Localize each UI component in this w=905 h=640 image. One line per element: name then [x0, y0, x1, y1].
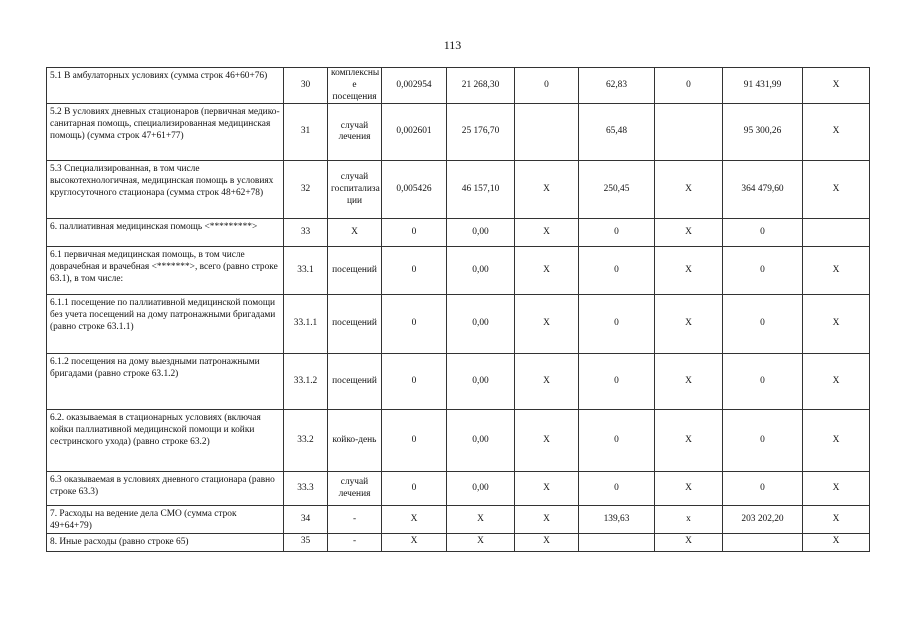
unit-cell: -	[328, 506, 382, 534]
cost-norm-cell: 21 268,30	[447, 68, 515, 104]
share-cell	[803, 219, 870, 247]
share-cell: X	[803, 410, 870, 472]
row-code-cell: 32	[284, 161, 328, 219]
unit-cell: случай лечения	[328, 472, 382, 506]
table-row	[47, 104, 870, 161]
budget-total-cell: X	[655, 161, 723, 219]
table-row	[47, 68, 870, 104]
oms-total-cell	[723, 533, 803, 551]
table-row	[47, 295, 870, 354]
unit-cell: посещений	[328, 354, 382, 410]
share-cell: X	[803, 506, 870, 534]
budget-total-cell: 0	[655, 68, 723, 104]
oms-per-capita-cell: 0	[579, 354, 655, 410]
row-code-cell: 33.3	[284, 472, 328, 506]
budget-per-capita-cell: 0	[515, 68, 579, 104]
cost-norm-cell: X	[447, 506, 515, 534]
oms-per-capita-cell: 250,45	[579, 161, 655, 219]
row-code-cell: 33	[284, 219, 328, 247]
budget-per-capita-cell: X	[515, 410, 579, 472]
oms-total-cell: 0	[723, 410, 803, 472]
table-row	[47, 219, 870, 247]
budget-per-capita-cell	[515, 104, 579, 161]
row-name-cell: 7. Расходы на ведение дела СМО (сумма строк 49+64+79)	[47, 506, 284, 534]
oms-per-capita-cell: 139,63	[579, 506, 655, 534]
unit-cell: случай госпитализа ции	[328, 161, 382, 219]
row-name-cell: 5.2 В условиях дневных стационаров (первичная медико-санитарная помощь, специализированная медицинская помощь) (сумма строк 47+61+77)	[47, 104, 284, 161]
share-cell: X	[803, 68, 870, 104]
oms-total-cell: 364 479,60	[723, 161, 803, 219]
share-cell: X	[803, 247, 870, 295]
budget-per-capita-cell: X	[515, 161, 579, 219]
financing-table	[46, 67, 870, 552]
oms-per-capita-cell: 0	[579, 472, 655, 506]
row-code-cell: 33.1.2	[284, 354, 328, 410]
table-row	[47, 472, 870, 506]
budget-total-cell: X	[655, 219, 723, 247]
volume-norm-cell: 0,002601	[382, 104, 447, 161]
budget-total-cell: X	[655, 354, 723, 410]
oms-per-capita-cell: 62,83	[579, 68, 655, 104]
row-name-cell: 6. паллиативная медицинская помощь <*********>	[47, 219, 284, 247]
oms-total-cell: 0	[723, 247, 803, 295]
cost-norm-cell: 0,00	[447, 247, 515, 295]
table-row	[47, 533, 870, 551]
budget-total-cell: X	[655, 295, 723, 354]
unit-cell: комплексны е посещения	[328, 68, 382, 104]
row-code-cell: 31	[284, 104, 328, 161]
row-name-cell: 5.3 Специализированная, в том числе высокотехнологичная, медицинская помощь в условиях круглосуточного стационара (сумма строк 48+62+78)	[47, 161, 284, 219]
cost-norm-cell: 0,00	[447, 219, 515, 247]
volume-norm-cell: 0,002954	[382, 68, 447, 104]
row-name-cell: 6.1.1 посещение по паллиативной медицинской помощи без учета посещений на дому патронажными бригадами (равно строке 63.1.1)	[47, 295, 284, 354]
table-row	[47, 410, 870, 472]
budget-total-cell: x	[655, 506, 723, 534]
oms-total-cell: 0	[723, 472, 803, 506]
oms-total-cell: 0	[723, 295, 803, 354]
volume-norm-cell: 0	[382, 219, 447, 247]
budget-per-capita-cell: X	[515, 506, 579, 534]
cost-norm-cell: 0,00	[447, 472, 515, 506]
share-cell: X	[803, 161, 870, 219]
cost-norm-cell: 0,00	[447, 354, 515, 410]
table-row	[47, 161, 870, 219]
budget-per-capita-cell: X	[515, 472, 579, 506]
row-code-cell: 30	[284, 68, 328, 104]
oms-per-capita-cell: 65,48	[579, 104, 655, 161]
cost-norm-cell: 46 157,10	[447, 161, 515, 219]
table-body	[47, 68, 870, 552]
oms-total-cell: 0	[723, 354, 803, 410]
unit-cell: -	[328, 533, 382, 551]
oms-per-capita-cell: 0	[579, 219, 655, 247]
row-name-cell: 5.1 В амбулаторных условиях (сумма строк 46+60+76)	[47, 68, 284, 104]
unit-cell: X	[328, 219, 382, 247]
unit-cell: посещений	[328, 295, 382, 354]
oms-per-capita-cell	[579, 533, 655, 551]
volume-norm-cell: 0	[382, 410, 447, 472]
cost-norm-cell: X	[447, 533, 515, 551]
row-name-cell: 6.3 оказываемая в условиях дневного стационара (равно строке 63.3)	[47, 472, 284, 506]
row-code-cell: 34	[284, 506, 328, 534]
budget-total-cell: X	[655, 472, 723, 506]
share-cell: X	[803, 104, 870, 161]
budget-total-cell: X	[655, 410, 723, 472]
oms-per-capita-cell: 0	[579, 247, 655, 295]
share-cell: X	[803, 533, 870, 551]
share-cell: X	[803, 354, 870, 410]
oms-total-cell: 95 300,26	[723, 104, 803, 161]
budget-total-cell: X	[655, 533, 723, 551]
table-row	[47, 506, 870, 534]
budget-per-capita-cell: X	[515, 295, 579, 354]
row-name-cell: 6.2. оказываемая в стационарных условиях (включая койки паллиативной медицинской помощи и койки сестринского ухода) (равно строке 63.2)	[47, 410, 284, 472]
row-code-cell: 33.1.1	[284, 295, 328, 354]
budget-total-cell: X	[655, 247, 723, 295]
table-row	[47, 247, 870, 295]
row-name-cell: 6.1 первичная медицинская помощь, в том числе доврачебная и врачебная <*******>, всего (равно строке 63.1), в том числе:	[47, 247, 284, 295]
table-row	[47, 354, 870, 410]
volume-norm-cell: 0	[382, 295, 447, 354]
cost-norm-cell: 0,00	[447, 295, 515, 354]
volume-norm-cell: X	[382, 533, 447, 551]
oms-total-cell: 203 202,20	[723, 506, 803, 534]
volume-norm-cell: 0	[382, 354, 447, 410]
row-name-cell: 6.1.2 посещения на дому выездными патронажными бригадами (равно строке 63.1.2)	[47, 354, 284, 410]
cost-norm-cell: 25 176,70	[447, 104, 515, 161]
row-name-cell: 8. Иные расходы (равно строке 65)	[47, 533, 284, 551]
oms-per-capita-cell: 0	[579, 410, 655, 472]
row-code-cell: 33.1	[284, 247, 328, 295]
budget-per-capita-cell: X	[515, 247, 579, 295]
page-number: 113	[443, 38, 462, 52]
oms-per-capita-cell: 0	[579, 295, 655, 354]
volume-norm-cell: X	[382, 506, 447, 534]
oms-total-cell: 91 431,99	[723, 68, 803, 104]
unit-cell: койко-день	[328, 410, 382, 472]
share-cell: X	[803, 472, 870, 506]
row-code-cell: 33.2	[284, 410, 328, 472]
unit-cell: случай лечения	[328, 104, 382, 161]
volume-norm-cell: 0,005426	[382, 161, 447, 219]
row-code-cell: 35	[284, 533, 328, 551]
volume-norm-cell: 0	[382, 472, 447, 506]
cost-norm-cell: 0,00	[447, 410, 515, 472]
unit-cell: посещений	[328, 247, 382, 295]
budget-per-capita-cell: X	[515, 219, 579, 247]
share-cell: X	[803, 295, 870, 354]
budget-per-capita-cell: X	[515, 354, 579, 410]
budget-per-capita-cell: X	[515, 533, 579, 551]
volume-norm-cell: 0	[382, 247, 447, 295]
budget-total-cell	[655, 104, 723, 161]
oms-total-cell: 0	[723, 219, 803, 247]
